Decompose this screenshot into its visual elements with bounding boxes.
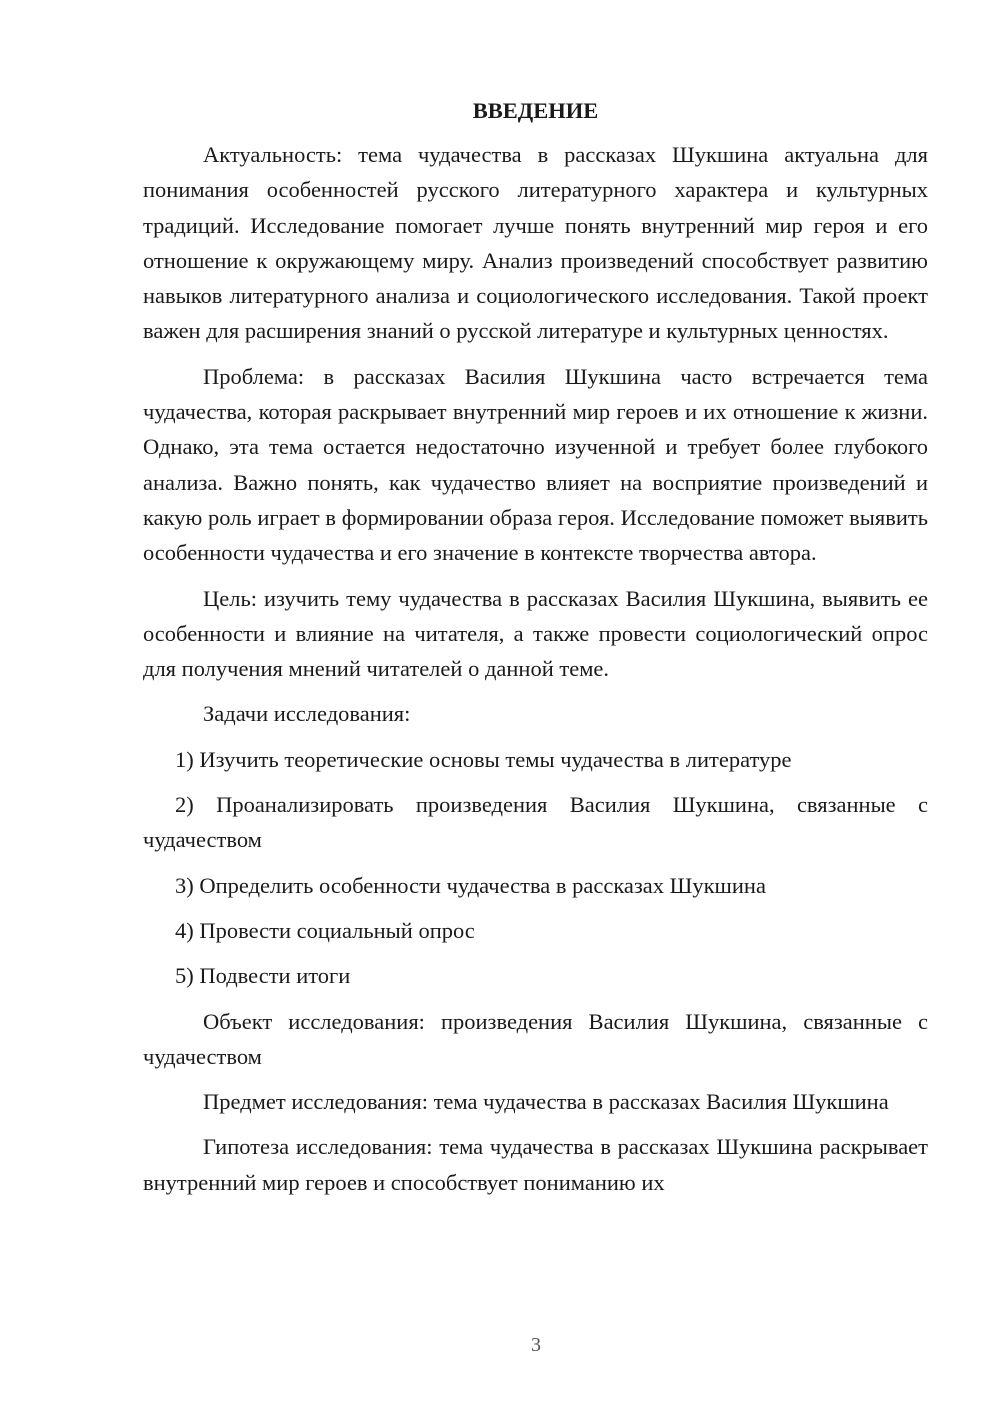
page-content xyxy=(143,94,928,1210)
page-number: 3 xyxy=(531,1334,541,1356)
task-item-4: 4) Провести социальный опрос xyxy=(175,917,475,943)
tasks-heading: Задачи исследования: xyxy=(203,701,411,727)
task-item-3: 3) Определить особенности чудачества в рассказах Шукшина xyxy=(175,872,766,898)
relevance-paragraph: Актуальность: тема чудачества в рассказах Шукшина актуальна для понимания особенностей русского литературного характера и культурных традиций. Исследование помогает лучше понять внутренний мир героя и его отношение к окружающему миру. Анализ произведений способствует развитию навыков литературного анализа и социологического исследования. Такой проект важен для расширения знаний о русской литературе и культурных ценностях. xyxy=(143,142,928,344)
subject-paragraph: Предмет исследования: тема чудачества в рассказах Василия Шукшина xyxy=(203,1089,889,1115)
goal-paragraph: Цель: изучить тему чудачества в рассказах Василия Шукшина, выявить ее особенности и влияние на читателя, а также провести социологический опрос для получения мнений читателей о данной теме. xyxy=(143,585,928,682)
problem-paragraph: Проблема: в рассказах Василия Шукшина часто встречается тема чудачества, которая раскрывает внутренний мир героев и их отношение к жизни. Однако, эта тема остается недостаточно изученной и требует более глубокого анализа. Важно понять, как чудачество влияет на восприятие произведений и какую роль играет в формировании образа героя. Исследование поможет выявить особенности чудачества и его значение в контексте творчества автора. xyxy=(143,363,928,566)
hypothesis-paragraph: Гипотеза исследования: тема чудачества в рассказах Шукшина раскрывает внутренний мир героев и способствует пониманию их xyxy=(143,1134,928,1195)
section-heading: ВВЕДЕНИЕ xyxy=(472,98,599,123)
task-item-1: 1) Изучить теоретические основы темы чудачества в литературе xyxy=(175,746,792,772)
task-item-5: 5) Подвести итоги xyxy=(175,963,351,989)
object-paragraph: Объект исследования: произведения Василия Шукшина, связанные с чудачеством xyxy=(143,1008,928,1069)
task-item-2: 2) Проанализировать произведения Василия Шукшина, связанные с чудачеством xyxy=(143,792,928,853)
